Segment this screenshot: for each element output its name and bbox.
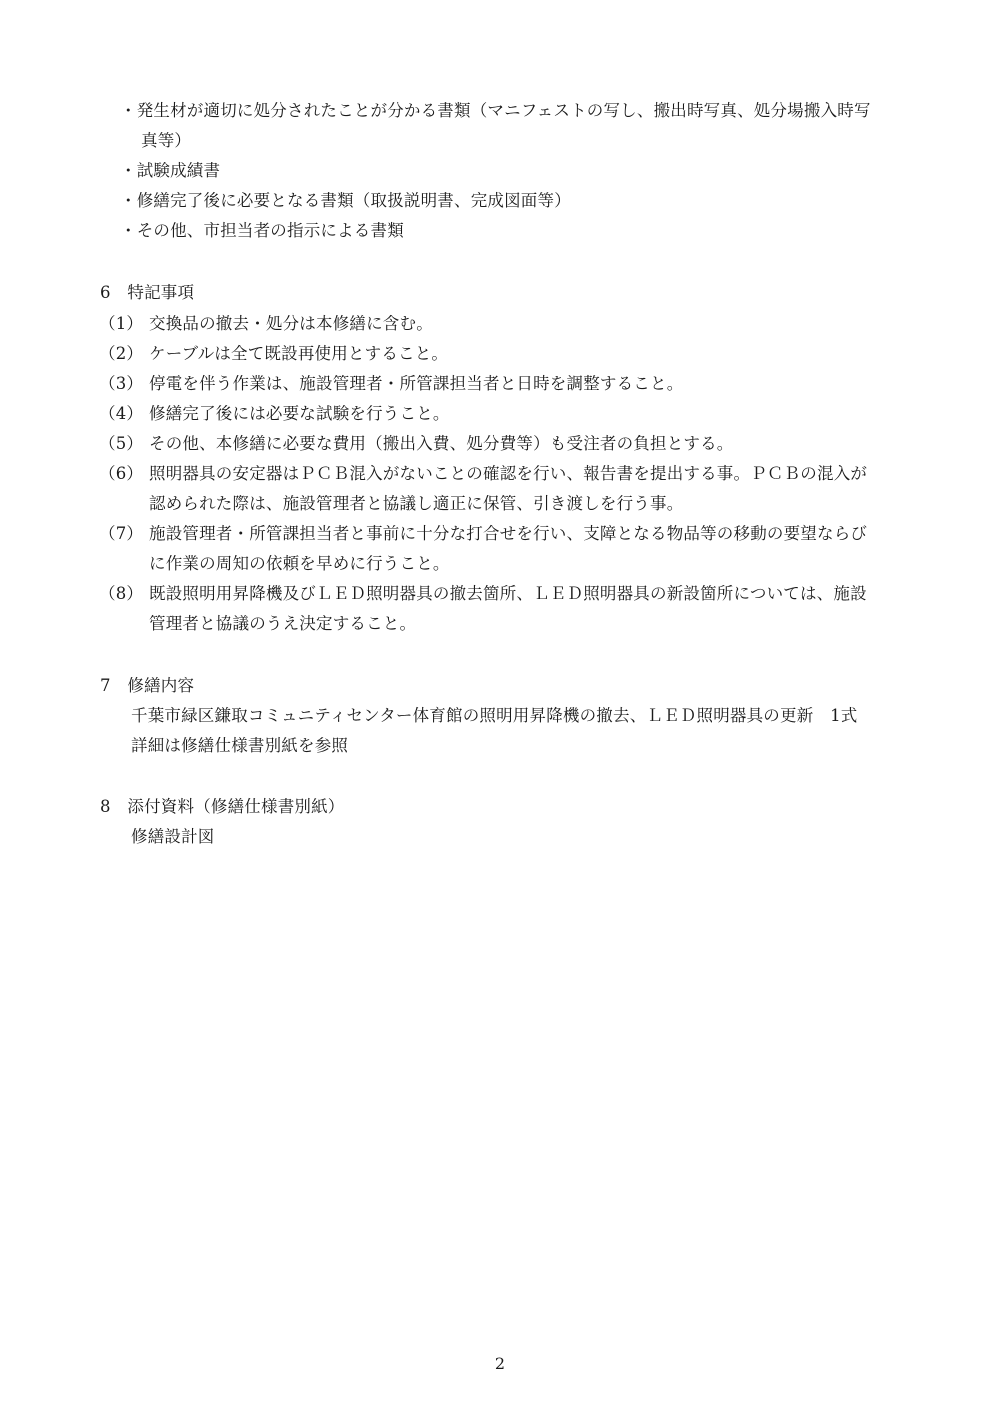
bullet-1-line-2: 真等）	[141, 131, 192, 150]
page-number: 2	[494, 1354, 506, 1373]
item-8-text-line-2: 管理者と協議のうえ決定すること。	[149, 614, 417, 633]
item-8-text-line-1: 既設照明用昇降機及びＬＥＤ照明器具の撤去箇所、ＬＥＤ照明器具の新設箇所については、施設	[149, 584, 867, 603]
bullet-2: ・試験成績書	[120, 161, 221, 180]
section-7-line-2: 詳細は修繕仕様書別紙を参照	[131, 736, 349, 755]
item-1-text: 交換品の撤去・処分は本修繕に含む。	[149, 314, 433, 333]
item-1-num: （1）	[99, 314, 144, 333]
bullet-3: ・修繕完了後に必要となる書類（取扱説明書、完成図面等）	[120, 191, 571, 210]
item-6-text-line-2: 認められた際は、施設管理者と協議し適正に保管、引き渡しを行う事。	[149, 494, 684, 513]
item-3-num: （3）	[99, 374, 144, 393]
bullet-1-line-1: ・発生材が適切に処分されたことが分かる書類（マニフェストの写し、搬出時写真、処分場搬入時写	[120, 101, 871, 120]
item-2-text: ケーブルは全て既設再使用とすること。	[149, 344, 449, 363]
section-8-line-1: 修繕設計図	[131, 827, 215, 846]
item-4-text: 修繕完了後には必要な試験を行うこと。	[149, 404, 450, 423]
section-7-heading: 7 修繕内容	[100, 676, 195, 695]
item-2-num: （2）	[99, 344, 144, 363]
item-7-text-line-1: 施設管理者・所管課担当者と事前に十分な打合せを行い、支障となる物品等の移動の要望ならび	[149, 524, 868, 543]
section-7-line-1: 千葉市緑区鎌取コミュニティセンター体育館の照明用昇降機の撤去、ＬＥＤ照明器具の更新 1式	[131, 706, 858, 725]
item-7-num: （7）	[99, 524, 144, 543]
item-6-text-line-1: 照明器具の安定器はＰＣＢ混入がないことの確認を行い、報告書を提出する事。ＰＣＢの混入が	[149, 464, 868, 483]
item-5-text: その他、本修繕に必要な費用（搬出入費、処分費等）も受注者の負担とする。	[149, 434, 734, 453]
bullet-4: ・その他、市担当者の指示による書類	[120, 221, 404, 240]
item-6-num: （6）	[99, 464, 144, 483]
item-7-text-line-2: に作業の周知の依頼を早めに行うこと。	[149, 554, 450, 573]
item-5-num: （5）	[99, 434, 144, 453]
item-3-text: 停電を伴う作業は、施設管理者・所管課担当者と日時を調整すること。	[149, 374, 684, 393]
item-4-num: （4）	[99, 404, 144, 423]
item-8-num: （8）	[99, 584, 144, 603]
section-6-heading: 6 特記事項	[100, 283, 195, 302]
section-8-heading: 8 添付資料（修繕仕様書別紙）	[100, 797, 345, 816]
